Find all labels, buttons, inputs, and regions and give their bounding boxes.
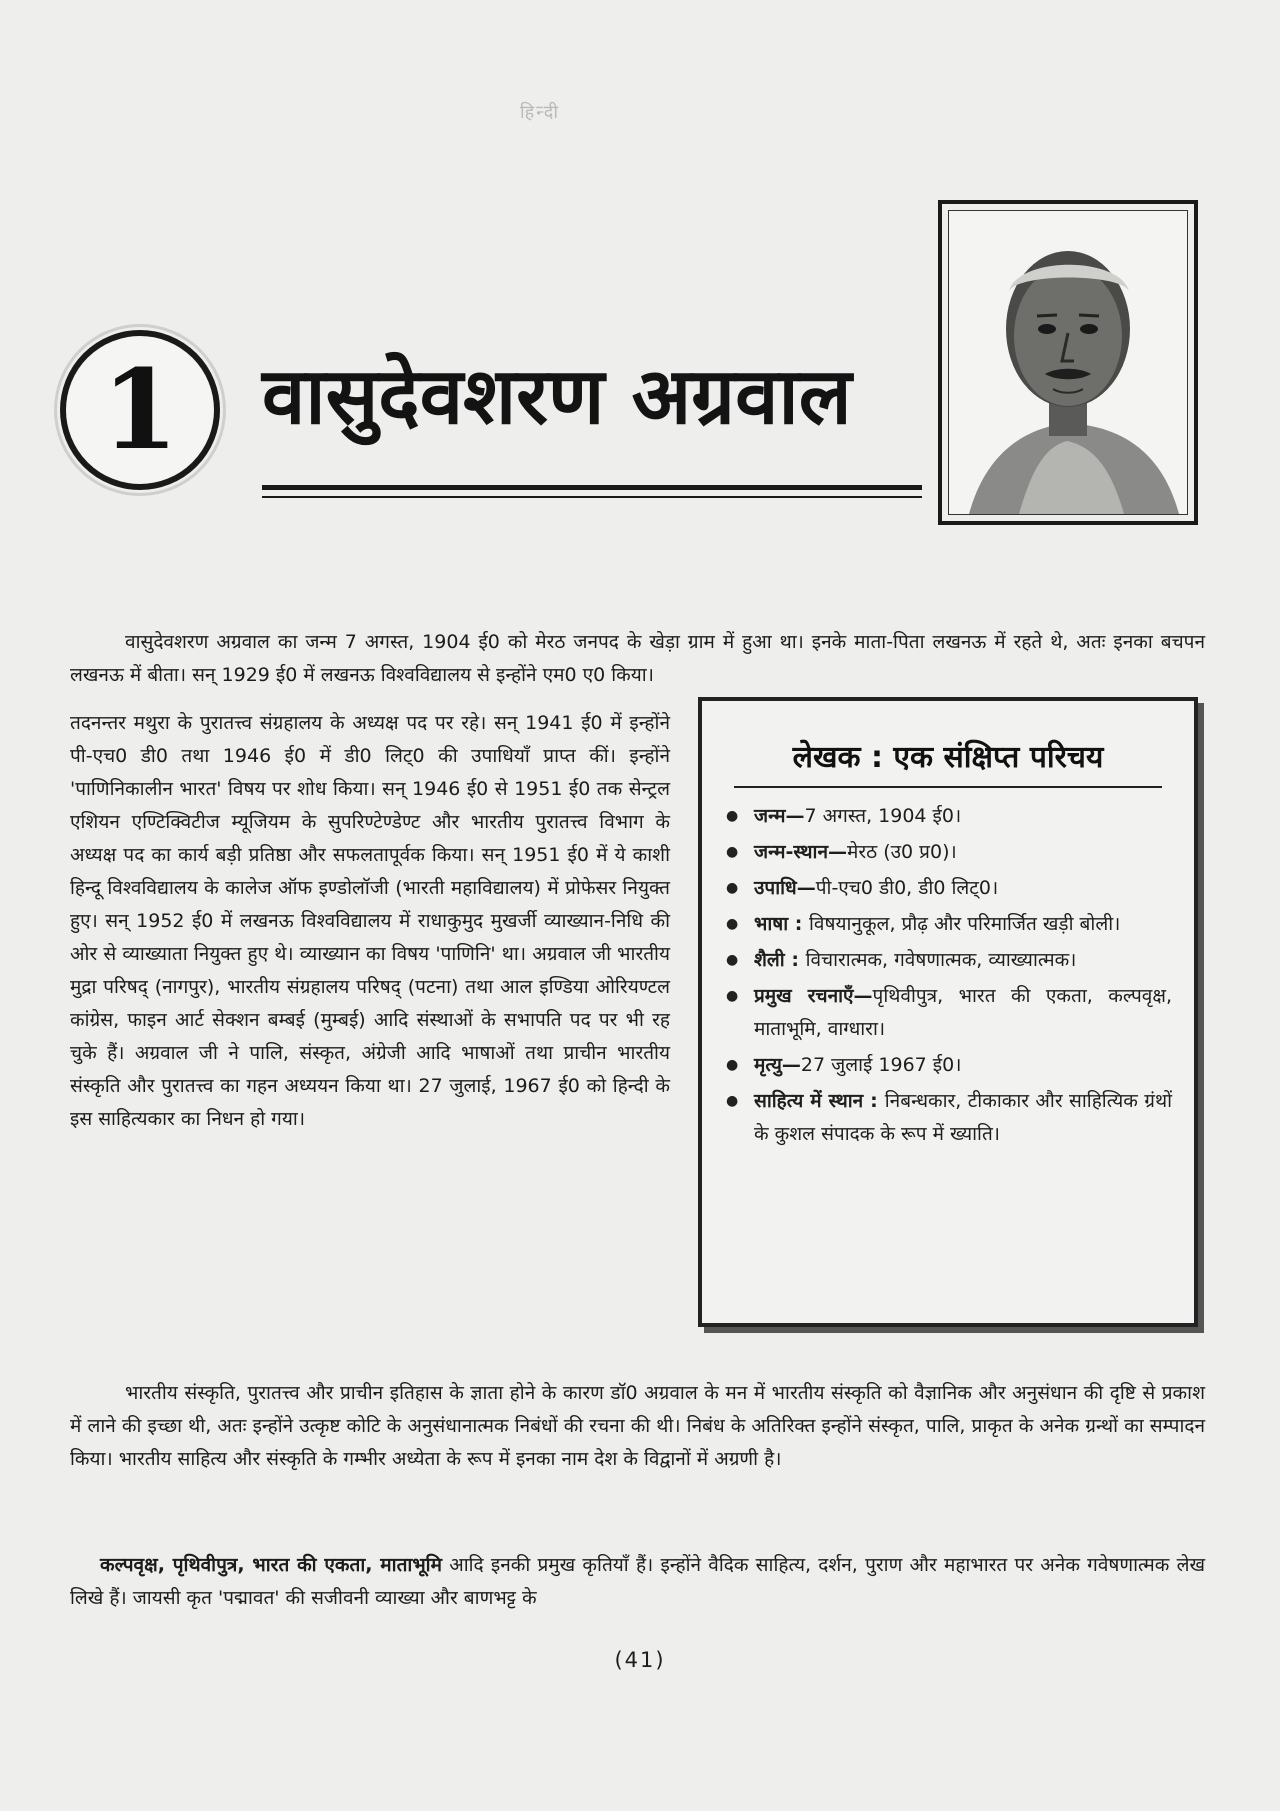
author-portrait-frame bbox=[938, 200, 1198, 525]
summary-separator: : bbox=[784, 949, 806, 971]
summary-key: जन्म-स्थान bbox=[754, 841, 829, 863]
summary-value: मेरठ (उ0 प्र0)। bbox=[847, 841, 957, 863]
summary-item-style bbox=[724, 944, 1172, 977]
summary-key: मृत्यु bbox=[754, 1054, 782, 1076]
summary-separator: : bbox=[788, 913, 810, 935]
summary-item-birthplace bbox=[724, 836, 1172, 869]
summary-item-works bbox=[724, 980, 1172, 1046]
bullet-icon: ● bbox=[726, 844, 739, 860]
bullet-icon: ● bbox=[726, 1093, 739, 1109]
bullet-icon: ● bbox=[726, 880, 739, 896]
summary-value: विचारात्मक, गवेषणात्मक, व्याख्यात्मक। bbox=[805, 949, 1077, 971]
title-underline-thick bbox=[262, 485, 922, 490]
author-summary-box bbox=[698, 697, 1198, 1327]
summary-key: भाषा bbox=[754, 913, 789, 935]
bullet-icon: ● bbox=[726, 952, 739, 968]
summary-key: प्रमुख रचनाएँ bbox=[754, 985, 854, 1007]
summary-separator: : bbox=[863, 1090, 885, 1112]
summary-value: पी-एच0 डी0, डी0 लिट्0। bbox=[815, 877, 999, 899]
title-underline-thin bbox=[262, 496, 922, 498]
chapter-number-badge bbox=[60, 330, 220, 490]
summary-separator: — bbox=[785, 805, 805, 827]
summary-separator: — bbox=[828, 841, 848, 863]
bullet-icon: ● bbox=[726, 808, 739, 824]
summary-separator: — bbox=[796, 877, 816, 899]
summary-key: साहित्य में स्थान bbox=[754, 1090, 864, 1112]
summary-value: 7 अगस्त, 1904 ई0। bbox=[804, 805, 962, 827]
summary-separator: — bbox=[781, 1054, 801, 1076]
author-portrait bbox=[948, 210, 1188, 515]
summary-list bbox=[724, 800, 1172, 1151]
summary-title-rule bbox=[734, 786, 1162, 788]
chapter-number: 1 bbox=[101, 345, 179, 474]
biography-paragraph: तदनन्तर मथुरा के पुरातत्त्व संग्रहालय के अध्यक्ष पद पर रहे। सन् 1941 ई0 में इन्होंने पी-एच0 डी0 तथा 1946 ई0 में डी0 लिट्0 की उपाधियाँ प्राप्त कीं। इन्होंने 'पाणिनिकालीन भारत' विषय पर शोध किया। सन् 1946 ई0 से 1951 ई0 तक सेन्ट्रल एशियन एण्टिक्विटीज म्यूजियम के सुपरिण्टेण्डेण्ट और भारतीय पुरातत्त्व विभाग के अध्यक्ष पद का कार्य बड़ी प्रतिष्ठा और सफलतापूर्वक किया। सन् 1951 ई0 में ये काशी हिन्दू विश्वविद्यालय के कालेज ऑफ इण्डोलॉजी (भारती महाविद्यालय) में प्रोफेसर नियुक्त हुए। सन् 1952 ई0 में लखनऊ विश्वविद्यालय में राधाकुमुद मुखर्जी व्याख्यान-निधि की ओर से व्याख्याता नियुक्त हुए थे। व्याख्यान का विषय 'पाणिनि' था। अग्रवाल जी भारतीय मुद्रा परिषद् (नागपुर), भारतीय संग्रहालय परिषद् (पटना) तथा आल इण्डिया ओरियण्टल कांग्रेस, फाइन आर्ट सेक्शन बम्बई (मुम्बई) आदि संस्थाओं के सभापति पद पर भी रह चुके हैं। अग्रवाल जी ने पालि, संस्कृत, अंग्रेजी आदि भाषाओं तथा प्राचीन भारतीय संस्कृति और पुरातत्त्व का गहन अध्ययन किया था। 27 जुलाई, 1967 ई0 को हिन्दी के इस साहित्यकार का निधन हो गया। bbox=[70, 712, 670, 1130]
summary-key: उपाधि bbox=[754, 877, 797, 899]
summary-key: जन्म bbox=[754, 805, 786, 827]
page-number: (41) bbox=[614, 1648, 666, 1672]
bullet-icon: ● bbox=[726, 988, 739, 1004]
summary-separator: — bbox=[853, 985, 873, 1007]
bullet-icon: ● bbox=[726, 916, 739, 932]
works-paragraph-text: आदि इनकी प्रमुख कृतियाँ हैं। इन्होंने वैदिक साहित्य, दर्शन, पुराण और महाभारत पर अनेक गवेषणात्मक लेख लिखे हैं। जायसी कृत 'पद्मावत' की सजीवनी व्याख्या और बाणभट्ट के bbox=[70, 1554, 1205, 1609]
major-works-bold: कल्पवृक्ष, पृथिवीपुत्र, भारत की एकता, माताभूमि bbox=[100, 1554, 442, 1576]
contribution-paragraph: भारतीय संस्कृति, पुरातत्त्व और प्राचीन इतिहास के ज्ञाता होने के कारण डॉ0 अग्रवाल के मन में भारतीय संस्कृति को वैज्ञानिक और अनुसंधान की दृष्टि से प्रकाश में लाने की इच्छा थी, अतः इन्होंने उत्कृष्ट कोटि के अनुसंधानात्मक निबंधों की रचना की थी। निबंध के अतिरिक्त इन्होंने संस्कृत, पालि, प्राकृत के अनेक ग्रन्थों का सम्पादन किया। भारतीय साहित्य और संस्कृति के गम्भीर अध्येता के रूप में इनका नाम देश के विद्वानों में अग्रणी है। bbox=[70, 1382, 1205, 1470]
summary-item-degree bbox=[724, 872, 1172, 905]
summary-value: निबन्धकार, टीकाकार और साहित्यिक ग्रंथों के कुशल संपादक के रूप में ख्याति। bbox=[754, 1090, 1172, 1145]
summary-key: शैली bbox=[754, 949, 785, 971]
summary-item-death bbox=[724, 1049, 1172, 1082]
summary-box-title: लेखक : एक संक्षिप्त परिचय bbox=[792, 740, 1104, 775]
bullet-icon: ● bbox=[726, 1057, 739, 1073]
summary-value: विषयानुकूल, प्रौढ़ और परिमार्जित खड़ी बोली। bbox=[809, 913, 1121, 935]
chapter-title: वासुदेवशरण अग्रवाल bbox=[262, 352, 852, 442]
intro-paragraph: वासुदेवशरण अग्रवाल का जन्म 7 अगस्त, 1904 ई0 को मेरठ जनपद के खेड़ा ग्राम में हुआ था। इनके माता-पिता लखनऊ में रहते थे, अतः इनका बचपन लखनऊ में बीता। सन् 1929 ई0 में लखनऊ विश्वविद्यालय से इन्होंने एम0 ए0 किया। bbox=[70, 631, 1205, 686]
portrait-illustration bbox=[949, 211, 1187, 514]
summary-item-language bbox=[724, 908, 1172, 941]
summary-value: पृथिवीपुत्र, भारत की एकता, कल्पवृक्ष, माताभूमि, वाग्धारा। bbox=[754, 985, 1172, 1040]
works-paragraph bbox=[70, 1549, 1205, 1615]
summary-item-literary-position bbox=[724, 1085, 1172, 1151]
faded-running-header: हिन्दी bbox=[520, 102, 561, 123]
summary-item-birth bbox=[724, 800, 1172, 833]
summary-value: 27 जुलाई 1967 ई0। bbox=[800, 1054, 962, 1076]
